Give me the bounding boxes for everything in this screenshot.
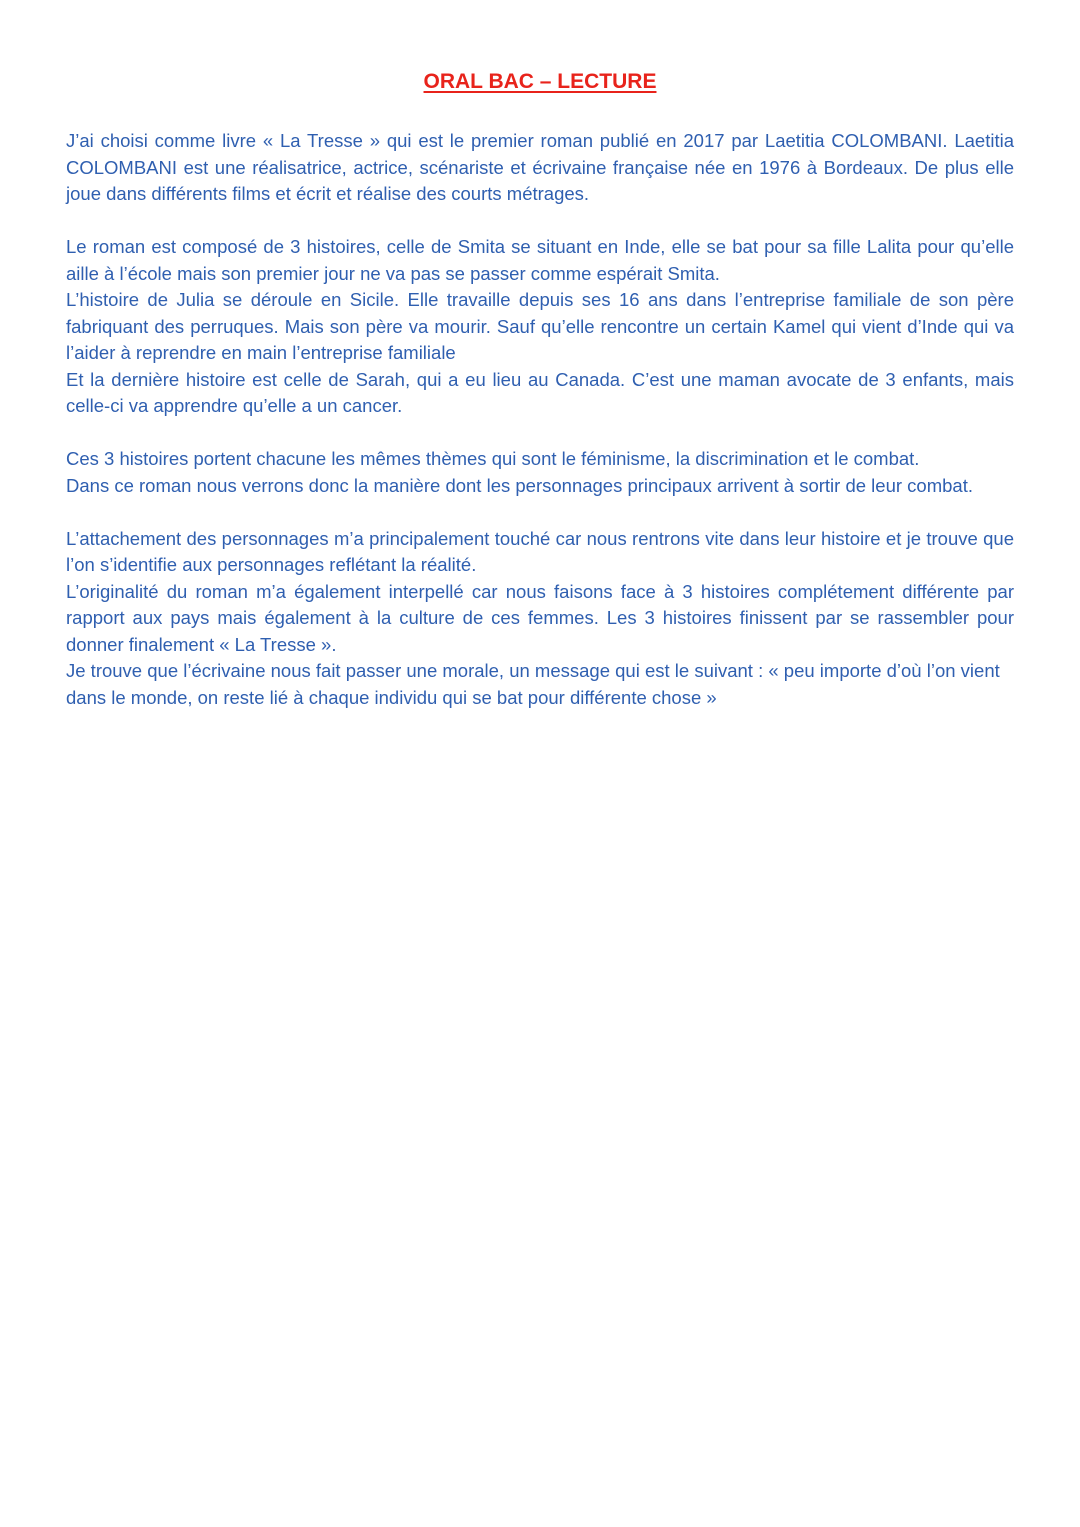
page-title xyxy=(0,68,1080,96)
section-opinion xyxy=(66,526,1014,712)
section-summary xyxy=(66,234,1014,420)
paragraph: Le roman est composé de 3 histoires, celle de Smita se situant en Inde, elle se bat pour sa fille Lalita pour qu’elle aille à l’école mais son premier jour ne va pas se passer comme espérait Smita. xyxy=(66,236,1014,284)
section-intro xyxy=(66,128,1014,208)
paragraph-gap xyxy=(66,420,1014,447)
paragraph: J’ai choisi comme livre « La Tresse » qui est le premier roman publié en 2017 par Laetitia COLOMBANI. Laetitia COLOMBANI est une réalisatrice, actrice, scénariste et écrivaine française née en 1976 à Bordeaux. De plus elle joue dans différents films et écrit et réalise des courts métrages. xyxy=(66,130,1014,204)
paragraph: Je trouve que l’écrivaine nous fait passer une morale, un message qui est le suivant : « peu importe d’où l’on vient dans le monde, on reste lié à chaque individu qui se bat pour différente chose » xyxy=(66,660,1000,708)
paragraph: L’originalité du roman m’a également interpellé car nous faisons face à 3 histoires complétement différente par rapport aux pays mais également à la culture de ces femmes. Les 3 histoires finissent par se rassembler pour donner finalement « La Tresse ». xyxy=(66,580,1014,655)
paragraph: Ces 3 histoires portent chacune les mêmes thèmes qui sont le féminisme, la discrimination et le combat. xyxy=(66,448,920,469)
paragraph: Et la dernière histoire est celle de Sarah, qui a eu lieu au Canada. C’est une maman avocate de 3 enfants, mais celle-ci va apprendre qu’elle a un cancer. xyxy=(66,368,1014,416)
paragraph-gap xyxy=(66,208,1014,235)
paragraph: L’attachement des personnages m’a principalement touché car nous rentrons vite dans leur histoire et je trouve que l’on s’identifie aux personnages reflétant la réalité. xyxy=(66,527,1014,575)
document-body xyxy=(66,128,1014,711)
paragraph: Dans ce roman nous verrons donc la manière dont les personnages principaux arrivent à sortir de leur combat. xyxy=(66,474,973,496)
paragraph: L’histoire de Julia se déroule en Sicile. Elle travaille depuis ses 16 ans dans l’entreprise familiale de son père fabriquant des perruques. Mais son père va mourir. Sauf qu’elle rencontre un certain Kamel qui vient d’Inde qui va l’aider à reprendre en main l’entreprise familiale xyxy=(66,289,1014,363)
page-title-text: ORAL BAC – LECTURE xyxy=(423,70,657,93)
paragraph-gap xyxy=(66,499,1014,526)
section-themes xyxy=(66,446,1014,499)
